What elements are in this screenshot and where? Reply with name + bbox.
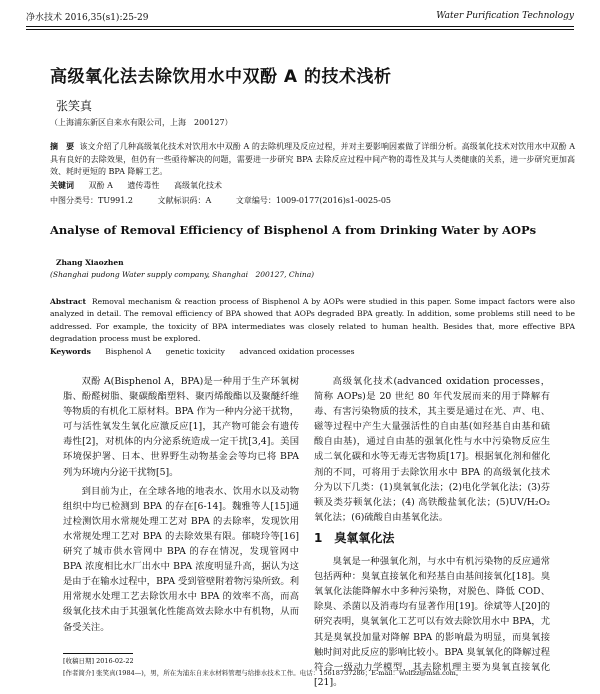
- keywords-cn: [50, 180, 234, 191]
- affiliation-cn: （上海浦东新区自来水有限公司，上海 200127）: [50, 118, 233, 127]
- abstract-cn-label: 摘 要: [50, 141, 75, 151]
- section-title: 臭氧氧化法: [334, 530, 395, 545]
- abstract-en: [50, 296, 575, 346]
- keywords-cn-label: 关键词: [50, 180, 74, 190]
- keyword-en: advanced oxidation processes: [239, 347, 355, 356]
- keywords-en-label: Keywords: [50, 347, 91, 356]
- affiliation-en: (Shanghai pudong Water supply company, Shanghai 200127, China): [50, 270, 315, 279]
- keywords-en: [50, 347, 367, 356]
- abstract-cn-text: 该文介绍了几种高级氧化技术对饮用水中双酚 A 的去除机理及反应过程，并对主要影响因素做了详细分析。高级氧化技术对饮用水中双酚 A 具有良好的去除效果，但仍有一些亟待解决的问题，需要进一步研究 BPA 去除反应过程中间产物的毒性及其与人类健康的关系，进一步研究更加高效、耗时更短的 BPA 降解工艺。: [50, 142, 575, 177]
- body-paragraph: 高级氧化技术(advanced oxidation processes，简称 AOPs)是 20 世纪 80 年代发展而来的用于降解有毒、有害污染物质的技术，其主要是通过在光、声、电、磁等过程中产生大量强活性的自由基(如羟基自由基和硫酸自由基)，通过自由基的强氧化性与水中污染物反应生成二氧化碳和水等无毒无害物质[17]。根据氧化剂和催化剂的不同，可将用于去除饮用水中 BPA 的高级氧化技术分为以下几类：(1)臭氧氧化法；(2)电化学氧化法；(3)芬顿及类芬顿氧化法；(4) 高铁酸盐氧化法；(5)UV/H₂O₂ 氧化法；(6)硫酸自由基氧化法。: [314, 376, 550, 523]
- body-paragraph: 双酚 A(Bisphenol A，BPA)是一种用于生产环氧树脂、酚醛树脂、聚碳酸酯塑料、聚丙烯酸酯以及聚醚纤维等物质的有机化工原材料。BPA 作为一种内分泌干扰物，可与活性氧发生氧化应激反应[1]，其产物可能会有遗传毒性[2]，对机体的内分泌系统造成一定干扰[3,4]。美国环境保护署、日本、世界野生动物基金会等均已将 BPA 列为环境内分泌干扰物[5]。: [63, 376, 299, 478]
- section-number: 1: [314, 530, 323, 545]
- abstract-en-text: Removal mechanism & reaction process of Bisphenol A by AOPs were studied in this paper. Some impact factors were also analyzed in detail. The removal efficiency of BPA showed that AOPs degraded BPA greatly. In addition, some problems still need to be addressed. For example, the toxicity of BPA intermediates was closely related to human health. Besides that, more effective BPA degradation process must be explored.: [50, 297, 576, 344]
- received-date: [收稿日期] 2016-02-22: [63, 657, 134, 665]
- classification-row: [50, 195, 413, 206]
- keyword-cn: 遗传毒性: [127, 181, 160, 190]
- header-rule-thin: [26, 29, 574, 30]
- running-header: [26, 8, 574, 24]
- body-column-right: [314, 374, 550, 694]
- body-paragraph: 到目前为止，在全球各地的地表水、饮用水以及动物组织中均已检测到 BPA 的存在[6-14]。魏雅等人[15]通过检测饮用水常规处理工艺对 BPA 的去除率，发现饮用水常规处理工艺对 BPA 的去除效果有限。郁晓玲等[16]研究了城市供水管网中 BPA 的存在情况，发现管网中 BPA 浓度相比水厂出水中 BPA 浓度明显升高，据认为这是由于在输水过程中，BPA 受到管壁附着物污染所致。利用常规水处理工艺去除饮用水中 BPA 的效率不高，而高级氧化技术由于其强氧化性能高效去除水中有机物，从而备受关注。: [63, 485, 299, 633]
- keyword-en: Bisphenol A: [105, 347, 152, 356]
- keyword-cn: 双酚 A: [88, 181, 113, 190]
- body-column-left: [63, 374, 299, 639]
- abstract-en-label: Abstract: [50, 297, 87, 306]
- keyword-cn: 高级氧化技术: [173, 181, 222, 190]
- abstract-cn: [50, 140, 575, 179]
- journal-name-en: Water Purification Technology: [436, 11, 574, 21]
- paper-title-cn: 高级氧化法去除饮用水中双酚 A 的技术浅析: [50, 67, 392, 87]
- paper-title-en: Analyse of Removal Efficiency of Bisphenol A from Drinking Water by AOPs: [50, 223, 537, 237]
- clc-number: 中图分类号：TU991.2: [50, 196, 133, 205]
- author-bio: [作者简介] 张笑真(1984—)，男，所在为浦东自来水材料管理与给排水技术工作。电话：15618737286；E-mail：wolfzz@msn.com。: [63, 668, 463, 677]
- footnote: [63, 656, 463, 679]
- document-code: 文献标识码：A: [157, 196, 212, 205]
- section-heading: [314, 531, 550, 546]
- journal-citation: 净水技术 2016,35(s1):25-29: [26, 12, 149, 23]
- article-number: 文章编号：1009-0177(2016)s1-0025-05: [235, 196, 392, 205]
- body-paragraph: 臭氧是一种强氧化剂，与水中有机污染物的反应通常包括两种：臭氧直接氧化和羟基自由基间接氧化[18]。臭氧氧化法能降解水中多种污染物，对脱色、降低 COD、除臭、杀菌以及消毒均有显著作用[19]。徐斌等人[20]的研究表明，臭氧氧化工艺可以有效去除饮用水中 BPA，尤其是臭氧投加量对降解 BPA 的影响最为明显，而臭氧接触时间对此反应的影响比较小。BPA 臭氧氧化的降解过程符合一级动力学模型，其去除机理主要为臭氧直接氧化[21]。: [314, 556, 550, 688]
- author-en: Zhang Xiaozhen: [56, 258, 124, 267]
- header-rule-thick: [26, 26, 574, 27]
- keyword-en: genetic toxicity: [165, 347, 225, 356]
- footnote-rule: [63, 653, 133, 654]
- author-cn: 张笑真: [56, 99, 93, 113]
